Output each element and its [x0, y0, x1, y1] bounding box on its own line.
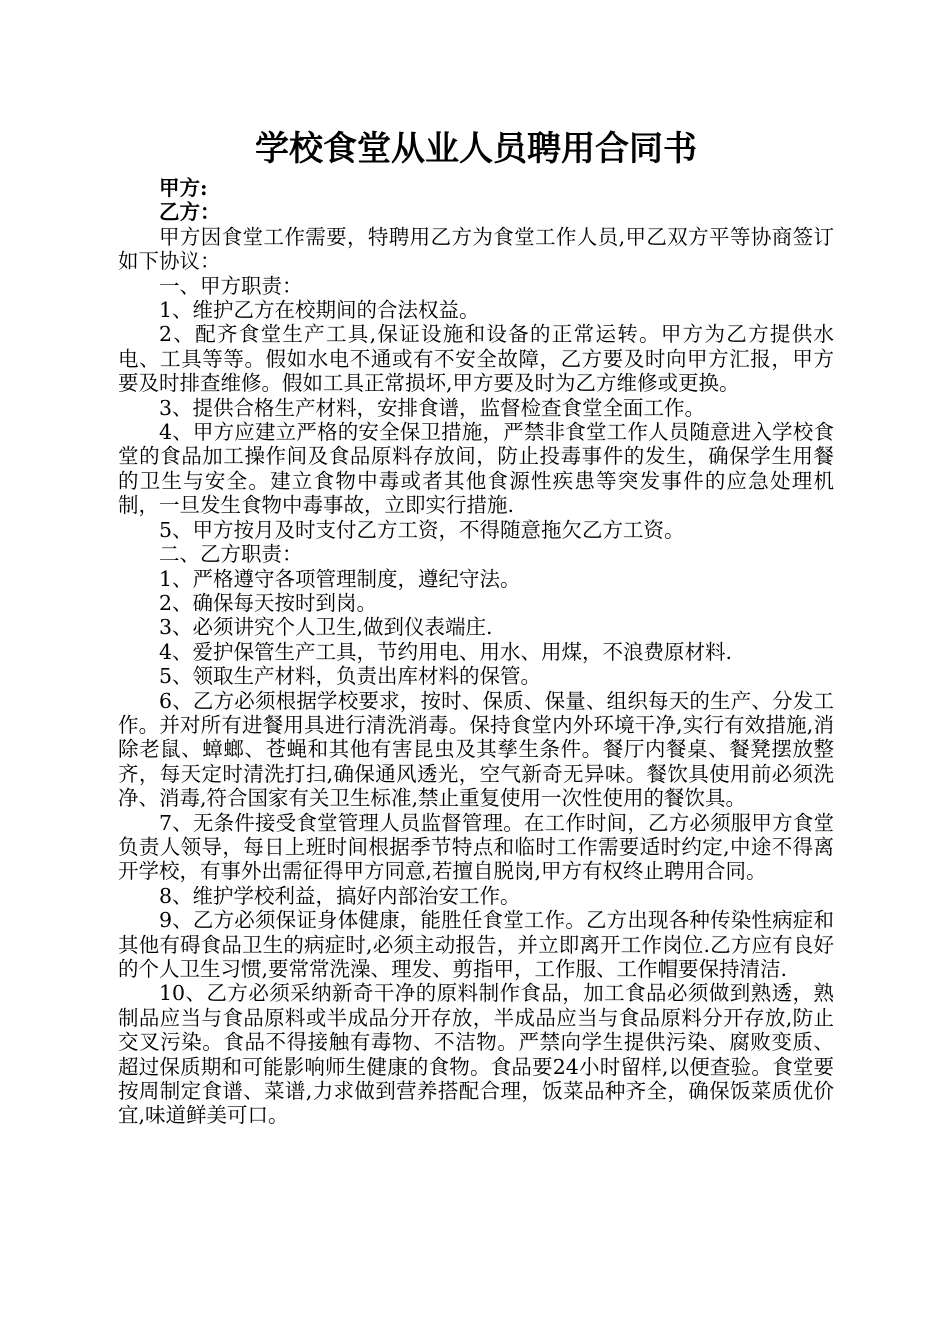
section-b-item: 5、领取生产材料，负责出库材料的保管。 [159, 664, 542, 689]
section-b-item: 8、维护学校利益，搞好内部治安工作。 [159, 883, 521, 908]
section-b-item: 4、爱护保管生产工具，节约用电、用水、用煤，不浪费原材料. [159, 639, 733, 664]
party-b-label: 乙方： [159, 200, 221, 225]
section-b-item: 9、乙方必须保证身体健康，能胜任食堂工作。乙方出现各种传染性病症和其他有碍食品卫生的病症时,必须主动报告，并立即离开工作岗位.乙方应有良好的个人卫生习惯,要常常洗澡、理发、剪指甲，工作服、工作帽要保持清洁. [118, 908, 834, 981]
section-a-item: 4、甲方应建立严格的安全保卫措施，严禁非食堂工作人员随意进入学校食堂的食品加工操作间及食品原料存放间，防止投毒事件的发生，确保学生用餐的卫生与安全。建立食物中毒或者其他食源性疾患等突发事件的应急处理机制，一旦发生食物中毒事故，立即实行措施. [118, 420, 834, 518]
document-title: 学校食堂从业人员聘用合同书 [255, 129, 697, 169]
section-b-item: 1、严格遵守各项管理制度，遵纪守法。 [159, 566, 521, 591]
section-b-item: 7、无条件接受食堂管理人员监督管理。在工作时间，乙方必须服甲方食堂负责人领导，每日上班时间根据季节特点和临时工作需要适时约定,中途不得离开学校，有事外出需征得甲方同意,若擅自脱岗,甲方有权终止聘用合同。 [118, 810, 834, 884]
party-a-label: 甲方: [159, 176, 208, 200]
section-b-item: 10、乙方必须采纳新奇干净的原料制作食品，加工食品必须做到熟透，熟制品应当与食品原料或半成品分开存放，半成品应当与食品原料分开存放,防止交叉污染。食品不得接触有毒物、不洁物。严禁向学生提供污染、腐败变质、超过保质期和可能影响师生健康的食物。食品要24小时留样,以便查验。食堂要按周制定食谱、菜谱,力求做到营养搭配合理，饭菜品种齐全，确保饭菜质优价宜,味道鲜美可口。 [118, 981, 834, 1128]
section-b-heading: 二、乙方职责： [159, 542, 303, 567]
section-b-item: 3、必须讲究个人卫生,做到仪表端庄. [159, 615, 493, 640]
intro-paragraph: 甲方因食堂工作需要，特聘用乙方为食堂工作人员,甲乙双方平等协商签订如下协议： [118, 224, 834, 274]
document-body [118, 176, 834, 1128]
section-a-item: 3、提供合格生产材料，安排食谱，监督检查食堂全面工作。 [159, 395, 706, 420]
section-a-item: 2、配齐食堂生产工具,保证设施和设备的正常运转。甲方为乙方提供水电、工具等等。假如水电不通或有不安全故障，乙方要及时向甲方汇报，甲方要及时排查维修。假如工具正常损坏,甲方要及时为乙方维修或更换。 [118, 322, 834, 396]
section-a-item: 1、维护乙方在校期间的合法权益。 [159, 298, 480, 323]
section-a-item: 5、甲方按月及时支付乙方工资，不得随意拖欠乙方工资。 [159, 517, 685, 542]
section-a-heading: 一、甲方职责： [159, 273, 303, 298]
section-b-item: 2、确保每天按时到岗。 [159, 590, 378, 615]
section-b-item: 6、乙方必须根据学校要求，按时、保质、保量、组织每天的生产、分发工作。并对所有进餐用具进行清洗消毒。保持食堂内外环境干净,实行有效措施,消除老鼠、蟑螂、苍蝇和其他有害昆虫及其孳生条件。餐厅内餐桌、餐凳摆放整齐，每天定时清洗打扫,确保通风透光，空气新奇无异味。餐饮具使用前必须洗净、消毒,符合国家有关卫生标准,禁止重复使用一次性使用的餐饮具。 [118, 688, 834, 811]
